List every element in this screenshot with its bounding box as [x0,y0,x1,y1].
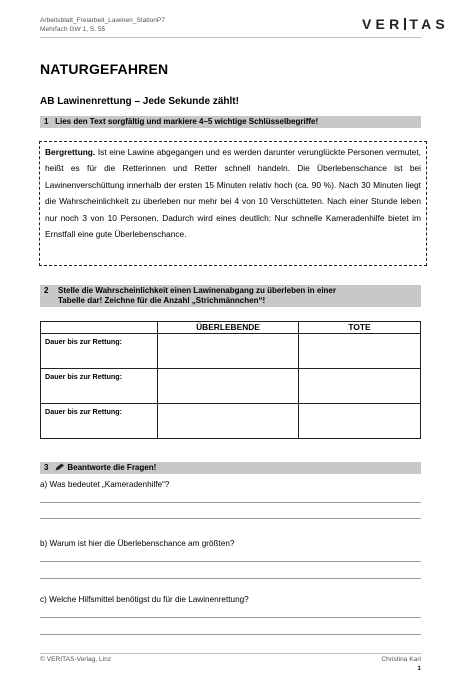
task-1-instruction: Lies den Text sorgfältig und markiere 4–5 wichtige Schlüsselbegriffe! [55,117,319,126]
answer-line[interactable] [40,518,421,519]
footer-author: Christina Karl [381,656,421,663]
answer-line[interactable] [40,634,421,635]
pencil-icon [55,463,65,474]
table-row [41,404,421,439]
question-a: a) Was bedeutet „Kameradenhilfe“? [40,480,170,489]
survival-table [40,321,421,439]
row-label: Dauer bis zur Rettung: [41,404,158,439]
page-title: NATURGEFAHREN [40,61,169,77]
survivors-cell[interactable] [158,334,299,369]
logo-text-right: TAS [409,16,449,32]
worksheet-subtitle: AB Lawinenrettung – Jede Sekunde zählt! [40,96,239,107]
table-row [41,369,421,404]
reading-body: Ist eine Lawine abgegangen und es werden darunter verunglückte Personen vermutet, heißt es für die Retterinnen und Retter schnell handeln. Die Überlebenschance ist bei Lawinenverschüttung innerhalb der ersten 15 Minuten relativ hoch (ca. 90 %). Nach 30 Minuten liegt die Wahrscheinlichkeit zu überleben nur mehr bei 4 von 10 Verschütteten. Nach einer Stunde leben nur noch 3 von 10 Personen. Dadurch wird eines deutlich: Nur schnelle Kameradenhilfe bietet im Ernstfall eine gute Überlebenschance. [45,147,421,240]
reading-text-box [39,141,427,266]
answer-line[interactable] [40,502,421,503]
task-2-instruction-line-1: Stelle die Wahrscheinlichkeit einen Lawinenabgang zu überleben in einer [58,286,336,295]
table-header-empty [41,322,158,334]
question-c: c) Welche Hilfsmittel benötigst du für die Lawinenrettung? [40,595,249,604]
task-2-number: 2 [44,286,49,295]
logo-text-left: VER [362,16,404,32]
survivors-cell[interactable] [158,369,299,404]
task-1-number: 1 [44,117,49,126]
footer-divider [40,653,421,654]
task-3-instruction: Beantworte die Fragen! [67,463,157,472]
task-3-bar [40,462,421,474]
logo-bar-icon [404,18,406,30]
row-label: Dauer bis zur Rettung: [41,369,158,404]
table-row [41,334,421,369]
task-2-instruction-line-2: Tabelle dar! Zeichne für die Anzahl „Strichmännchen“! [58,295,266,305]
dead-cell[interactable] [299,404,421,439]
publisher-logo [362,16,449,32]
question-b: b) Warum ist hier die Überlebenschance am größten? [40,539,235,548]
answer-line[interactable] [40,578,421,579]
table-header-dead: TOTE [299,322,421,334]
task-2-bar [40,285,421,307]
footer-publisher: © VERITAS-Verlag, Linz [40,656,112,663]
dead-cell[interactable] [299,369,421,404]
document-reference: Mehrfach GW 1, S. 55 [40,26,106,33]
dead-cell[interactable] [299,334,421,369]
answer-line[interactable] [40,561,421,562]
row-label: Dauer bis zur Rettung: [41,334,158,369]
answer-line[interactable] [40,617,421,618]
page-number: 1 [417,665,421,672]
table-header-survivors: ÜBERLEBENDE [158,322,299,334]
survivors-cell[interactable] [158,404,299,439]
document-filename: Arbeitsblatt_Freiarbeit_Lawinen_StationP7 [40,17,165,24]
reading-lead: Bergrettung. [45,147,96,157]
header-divider [40,37,421,38]
task-3-number: 3 [44,463,49,472]
task-1-bar [40,116,421,128]
